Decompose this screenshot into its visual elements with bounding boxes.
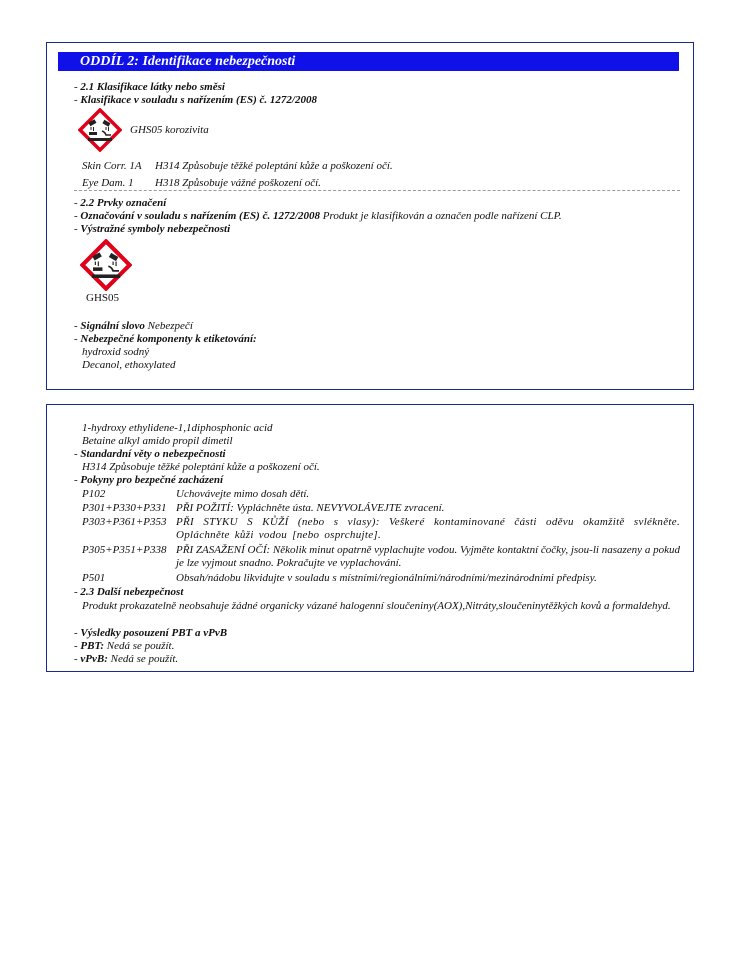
s23-pbt-label: PBT:	[80, 640, 105, 652]
s22-signal-label: Signální slovo	[80, 320, 145, 332]
s23-text: Produkt prokazatelně neobsahuje žádné organicky vázané halogenní sloučeniny(AOX),Nitráty,sloučeninytěžkých kovů a formaldehyd.	[82, 600, 671, 612]
p-code-4: P305+P351+P338	[82, 544, 167, 556]
s21-heading: 2.1 Klasifikace látky nebo směsi	[80, 81, 225, 93]
s22-h-text: H314 Způsobuje těžké poleptání kůže a poškození očí.	[82, 461, 320, 473]
s23-pbt-value: Nedá se použít.	[106, 640, 175, 652]
s21-heading-line: - 2.1 Klasifikace látky nebo směsi	[74, 81, 225, 93]
p-text-4: PŘI ZASAŽENÍ OČÍ: Několik minut opatrně vyplachujte vodou. Vyjměte kontaktní čočky, jsou-li nasazeny a pokud je lze vyjmout snadno. Pokračujte ve vyplachování.	[176, 544, 680, 569]
p-text-2: PŘI POŽITÍ: Vypláchněte ústa. NEVYVOLÁVEJTE zvracení.	[176, 502, 445, 514]
p-code-1: P102	[82, 488, 106, 500]
s21-class-skin: Skin Corr. 1A	[82, 160, 142, 172]
s22-symbols-heading: Výstražné symboly nebezpečnosti	[80, 223, 231, 235]
s22-clp-line: - Označování v souladu s nařízením (ES) č. 1272/2008 Produkt je klasifikován a označen podle nařízení CLP.	[74, 210, 562, 222]
s22-clp-heading: Označování v souladu s nařízením (ES) č. 1272/2008	[80, 210, 321, 222]
p-text-3: PŘI STYKU S KŮŽÍ (nebo s vlasy): Veškeré kontaminované části oděvu okamžitě svlékněte. Opláchněte kůži vodou [nebo osprchujte].	[176, 516, 680, 541]
s21-pictogram-label: GHS05 korozivita	[130, 124, 209, 136]
s23-vpvb-line: - vPvB: Nedá se použít.	[74, 653, 179, 665]
p-code-3: P303+P361+P353	[82, 516, 167, 528]
s22-component-4: Betaine alkyl amido propil dimetil	[82, 435, 233, 447]
s22-p-line: - Pokyny pro bezpečné zacházení	[74, 474, 224, 486]
s23-pbt-heading-line: - Výsledky posouzení PBT a vPvB	[74, 627, 228, 639]
s23-pbt-heading: Výsledky posouzení PBT a vPvB	[80, 627, 228, 639]
s22-heading-line: - 2.2 Prvky označení	[74, 197, 167, 209]
s22-components-line: - Nebezpečné komponenty k etiketování:	[74, 333, 257, 345]
s22-h-line: - Standardní věty o nebezpečnosti	[74, 448, 226, 460]
p-text-5: Obsah/nádobu likvidujte v souladu s místními/regionálními/národními/mezinárodními předpisy.	[176, 572, 597, 584]
s22-component-2: Decanol, ethoxylated	[82, 359, 176, 371]
s22-component-3: 1-hydroxy ethylidene-1,1diphosphonic acid	[82, 422, 273, 434]
s22-signal-line: - Signální slovo Nebezpečí	[74, 320, 193, 332]
p-text-1: Uchovávejte mimo dosah dětí.	[176, 488, 310, 500]
s23-pbt-line: - PBT: Nedá se použít.	[74, 640, 175, 652]
s22-symbols-line: - Výstražné symboly nebezpečnosti	[74, 223, 231, 235]
s22-component-1: hydroxid sodný	[82, 346, 150, 358]
s21-clp-line: - Klasifikace v souladu s nařízením (ES) č. 1272/2008	[74, 94, 317, 106]
s23-vpvb-value: Nedá se použít.	[110, 653, 179, 665]
box-tick-mark	[684, 389, 693, 390]
section-header: ODDÍL 2: Identifikace nebezpečnosti	[58, 52, 679, 71]
s22-pictogram-code: GHS05	[86, 292, 120, 304]
ghs05-corrosion-icon-large	[80, 239, 132, 291]
s21-clp-heading: Klasifikace v souladu s nařízením (ES) č. 1272/2008	[80, 94, 317, 106]
s21-text-eye: H318 Způsobuje vážné poškození očí.	[155, 177, 321, 189]
s23-heading-line: - 2.3 Další nebezpečnost	[74, 586, 184, 598]
p-code-5: P501	[82, 572, 106, 584]
s23-heading: 2.3 Další nebezpečnost	[80, 586, 184, 598]
section-divider	[74, 190, 680, 191]
s22-h-heading: Standardní věty o nebezpečnosti	[80, 448, 226, 460]
s22-signal-value: Nebezpečí	[147, 320, 193, 332]
s23-vpvb-label: vPvB:	[80, 653, 108, 665]
s21-text-skin: H314 Způsobuje těžké poleptání kůže a poškození očí.	[155, 160, 393, 172]
s22-heading: 2.2 Prvky označení	[80, 197, 167, 209]
s22-p-heading: Pokyny pro bezpečné zacházení	[80, 474, 224, 486]
s22-clp-text: Produkt je klasifikován a označen podle nařízení CLP.	[322, 210, 562, 222]
s21-class-eye: Eye Dam. 1	[82, 177, 134, 189]
ghs05-corrosion-icon	[78, 108, 122, 152]
s22-components-heading: Nebezpečné komponenty k etiketování:	[80, 333, 257, 345]
p-code-2: P301+P330+P331	[82, 502, 167, 514]
